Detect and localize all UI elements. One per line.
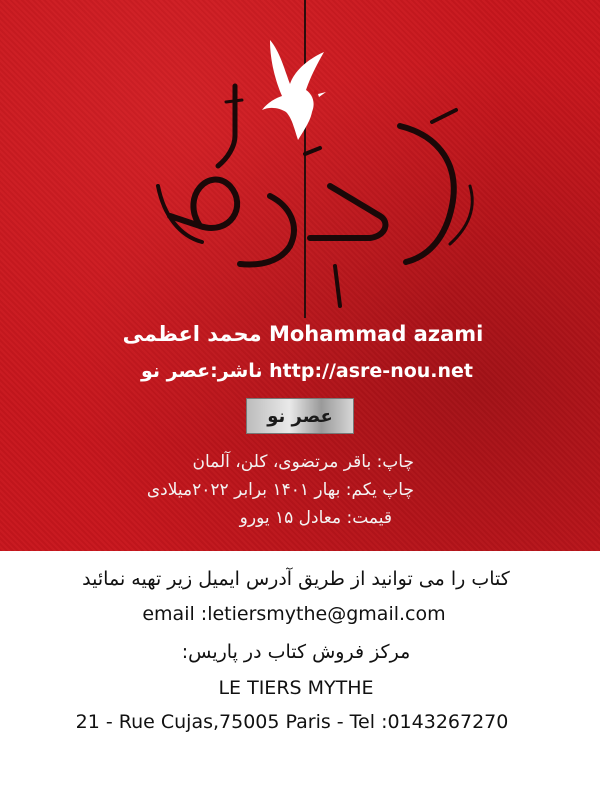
publisher-line: ناشر:عصر نو http://asre-nou.net [140,360,474,382]
order-info-section [0,551,600,800]
calligraphy-title [140,66,480,316]
publisher-logo-text: عصر نو [267,405,333,427]
store-address: 21 - Rue Cujas,75005 Paris - Tel :0143267270 [75,711,509,733]
edition-info: چاپ یکم: بهار ۱۴۰۱ برابر ۲۰۲۲میلادی [146,480,414,500]
publisher-logo [246,398,354,434]
order-email: email :letiersmythe@gmail.com [142,603,446,625]
printer-info: چاپ: باقر مرتضوی، کلن، آلمان [192,452,414,472]
store-name: LE TIERS MYTHE [218,677,374,699]
paris-store-heading: مرکز فروش کتاب در پاریس: [181,641,411,663]
order-instructions: کتاب را می توانید از طریق آدرس ایمیل زیر تهیه نمائید [82,568,510,590]
author-name: محمد اعظمی Mohammad azami [122,322,484,346]
price-info: قیمت: معادل ۱۵ یورو [239,508,392,528]
